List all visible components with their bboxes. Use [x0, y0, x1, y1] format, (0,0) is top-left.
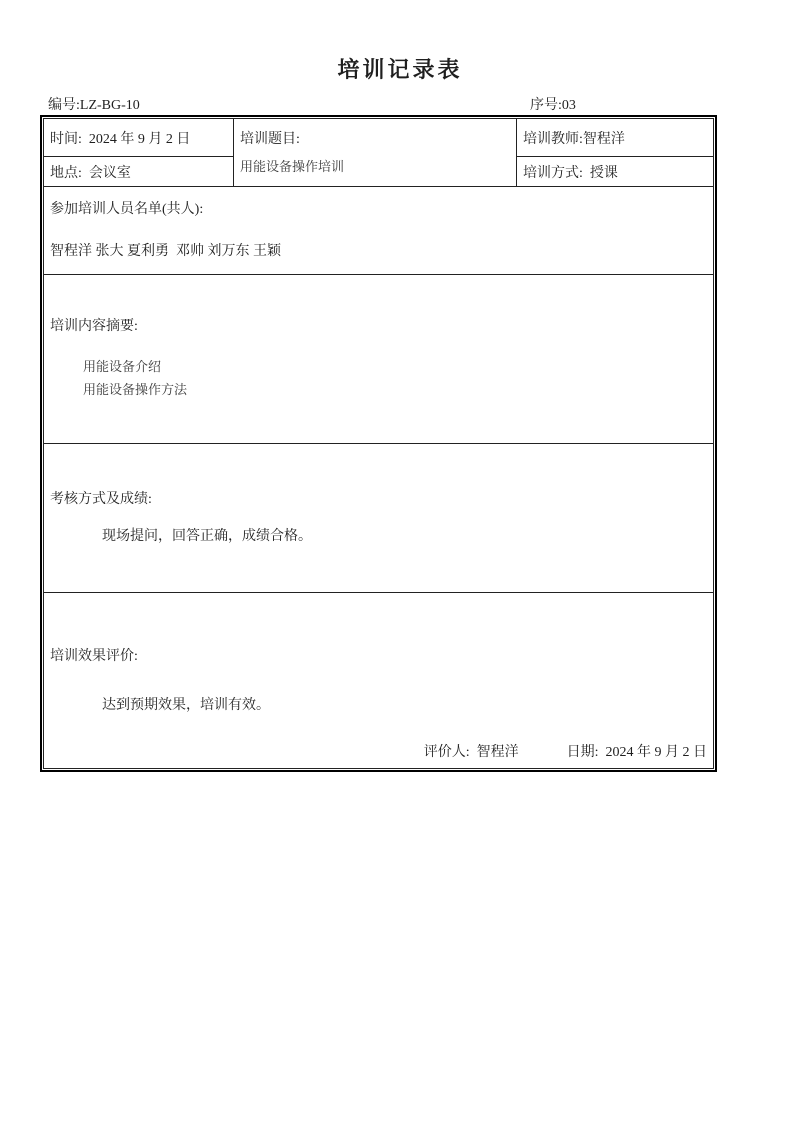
- teacher-value: 智程洋: [582, 131, 625, 147]
- row-participants: [44, 187, 714, 275]
- method-label: 培训方式:: [523, 165, 583, 181]
- row-time-topic-teacher: [44, 119, 714, 157]
- participants-label: 参加培训人员名单(共人):: [50, 201, 204, 217]
- evaluation-date: [567, 741, 707, 761]
- participants-cell: [44, 187, 714, 275]
- topic-cell: [234, 119, 517, 187]
- topic-label: 培训题目:: [240, 131, 300, 147]
- evaluation-value: 达到预期效果，培训有效。: [102, 697, 270, 713]
- teacher-label: 培训教师:: [523, 131, 583, 147]
- doc-number: 编号:LZ-BG-10: [48, 98, 140, 113]
- assessment-label: 考核方式及成绩:: [50, 492, 152, 507]
- evaluation-cell: [44, 593, 714, 769]
- date-label: 日期:: [566, 745, 599, 760]
- assessment-value: 现场提问，回答正确，成绩合格。: [102, 529, 312, 544]
- method-value: 授课: [589, 165, 618, 181]
- location-cell: [44, 157, 234, 187]
- evaluator-label: 评价人:: [423, 745, 470, 760]
- row-evaluation: [44, 593, 714, 769]
- evaluation-footer: [424, 741, 707, 761]
- teacher-cell: [517, 119, 714, 157]
- date-value: 2024 年 9 月 2 日: [605, 745, 707, 760]
- assessment-cell: [44, 444, 714, 593]
- evaluator-value: 智程洋: [476, 745, 519, 760]
- content-summary-cell: [44, 275, 714, 444]
- location-label: 地点:: [50, 165, 82, 181]
- evaluator: [424, 741, 519, 761]
- training-record-table: [40, 115, 717, 772]
- content-line: 用能设备介绍: [83, 358, 162, 374]
- evaluation-label: 培训效果评价:: [50, 648, 138, 664]
- row-assessment: [44, 444, 714, 593]
- topic-value: 用能设备操作培训: [240, 158, 345, 174]
- serial-number: 序号:03: [530, 98, 576, 113]
- content-summary-lines: [50, 355, 707, 401]
- method-cell: [517, 157, 714, 187]
- content-line: 用能设备操作方法: [83, 381, 188, 397]
- time-label: 时间:: [50, 131, 82, 147]
- location-value: 会议室: [88, 165, 131, 181]
- time-value: 2024 年 9 月 2 日: [88, 131, 191, 147]
- page-title: 培训记录表: [337, 57, 463, 82]
- time-cell: [44, 119, 234, 157]
- content-summary-label: 培训内容摘要:: [50, 318, 138, 334]
- meta-row: [40, 94, 717, 112]
- row-content-summary: [44, 275, 714, 444]
- participants-names: 智程洋 张大 夏利勇 邓帅 刘万东 王颖: [50, 243, 281, 259]
